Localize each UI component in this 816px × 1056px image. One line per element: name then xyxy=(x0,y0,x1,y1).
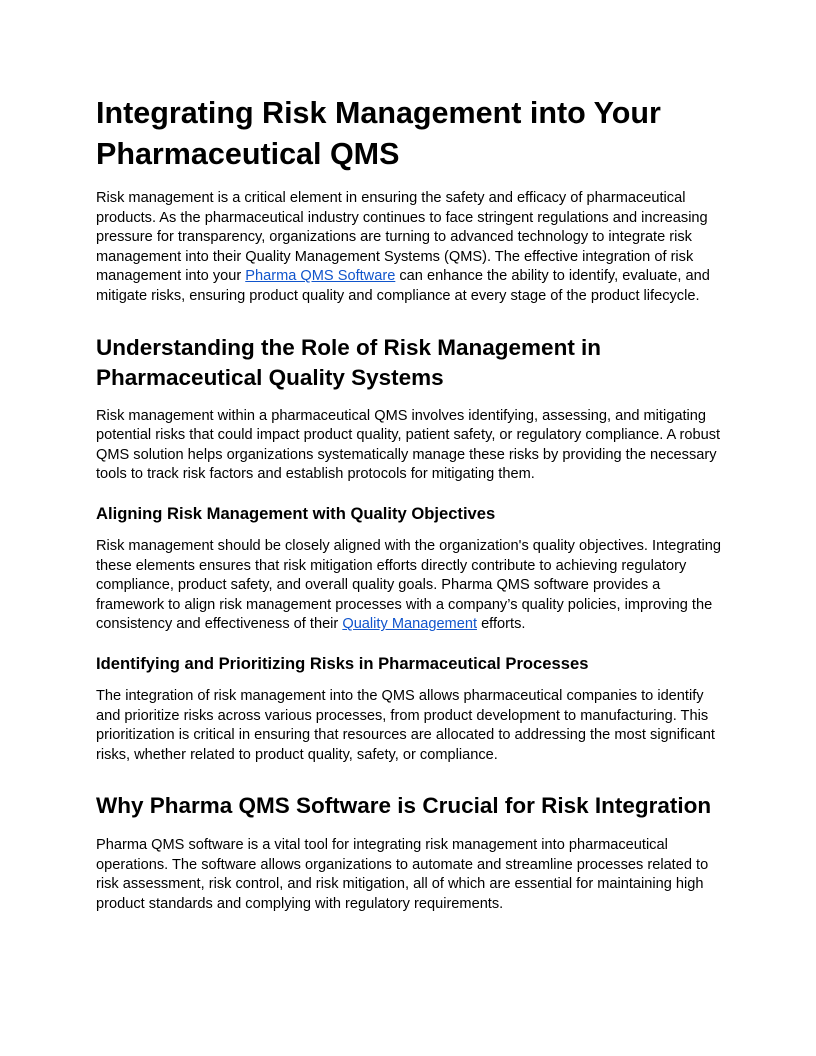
section2-heading: Why Pharma QMS Software is Crucial for Risk Integration xyxy=(96,793,712,819)
pharma-qms-software-link[interactable]: Pharma QMS Software xyxy=(245,268,396,285)
article-title: Integrating Risk Management into Your Pharmaceutical QMS xyxy=(96,96,661,171)
section2-paragraph: Pharma QMS software is a vital tool for integrating risk management into pharmaceutical operations. The software allows organizations to automate and streamline processes related to risk assessment, risk control, and risk mitigation, all of which are essential for maintaining high product standards and complying with regulatory requirements. xyxy=(96,837,709,913)
intro-text-before-link: Risk management is a critical element in ensuring the safety and efficacy of pharmaceutical products. As the pharmaceutical industry continues to face stringent regulations and increasing pressure for transparency, organizations are turning to advanced technology to integrate risk management into their Quality Management Systems (QMS). The effective integration of risk management into your xyxy=(96,190,708,285)
intro-paragraph xyxy=(96,189,722,307)
section1-paragraph: Risk management within a pharmaceutical QMS involves identifying, assessing, and mitigating potential risks that could impact product quality, patient safety, or regulatory compliance. A robust QMS solution helps organizations systematically manage these risks by providing the necessary tools to track risk factors and establish protocols for mitigating them. xyxy=(96,407,721,483)
intro-text-after-link: can enhance the ability to identify, evaluate, and mitigate risks, ensuring product quality and compliance at every stage of the product lifecycle. xyxy=(96,268,710,304)
document-page xyxy=(96,93,722,915)
subsection1-paragraph xyxy=(96,537,722,635)
quality-management-link[interactable]: Quality Management xyxy=(342,616,478,633)
subsection1-heading: Aligning Risk Management with Quality Objectives xyxy=(96,503,496,523)
subsection2-heading: Identifying and Prioritizing Risks in Pharmaceutical Processes xyxy=(96,653,589,673)
subsection1-text-after-link: efforts. xyxy=(477,616,526,633)
subsection2-paragraph: The integration of risk management into the QMS allows pharmaceutical companies to identify and prioritize risks across various processes, from product development to manufacturing. This prioritization is critical in ensuring that resources are allocated to addressing the most significant risks, whether related to product quality, safety, or compliance. xyxy=(96,687,715,763)
section1-heading: Understanding the Role of Risk Management in Pharmaceutical Quality Systems xyxy=(96,334,602,390)
subsection1-text-before-link: Risk management should be closely aligned with the organization's quality objectives. Integrating these elements ensures that risk mitigation efforts directly contribute to achieving regulatory compliance, product safety, and overall quality goals. Pharma QMS software provides a framework to align risk management processes with a company’s quality policies, improving the consistency and effectiveness of their xyxy=(96,537,722,633)
